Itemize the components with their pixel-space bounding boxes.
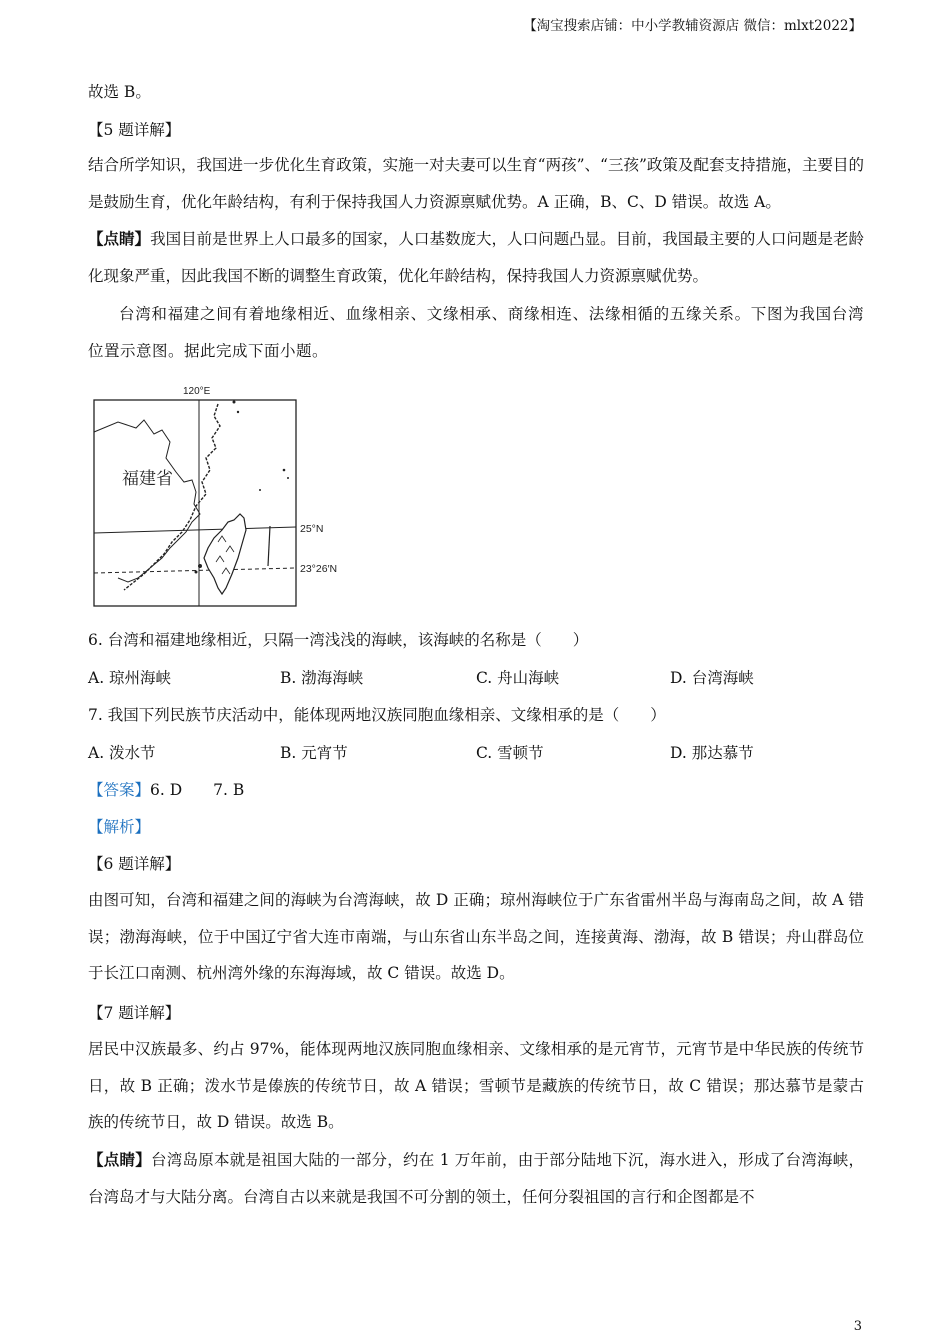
page-header: 【淘宝搜索店铺：中小学教辅资源店 微信：mlxt2022】 — [523, 18, 862, 34]
q7-detail-heading: 【7 题详解】 — [88, 1004, 181, 1022]
q7-option-d: D. 那达慕节 — [670, 744, 754, 762]
page-number: 3 — [853, 1319, 862, 1334]
dianjing-2 — [88, 1142, 864, 1215]
lat-2326-label: 23°26′N — [300, 563, 338, 575]
taiwan-location-map — [88, 382, 388, 614]
east-reference-line — [268, 526, 270, 566]
longitude-label: 120°E — [183, 386, 211, 397]
analysis-label: 【解析】 — [88, 818, 151, 836]
islet — [233, 401, 236, 404]
dianjing-2-body: 台湾岛原本就是祖国大陆的一部分，约在 1 万年前，由于部分陆地下沉，海水进入，形成了台湾海峡，台湾岛才与大陆分离。台湾自古以来就是我国不可分割的领土，任何分裂祖国的言行和企图都是不 — [88, 1151, 864, 1206]
conclusion-line: 故选 B。 — [88, 83, 151, 101]
islet — [237, 411, 239, 413]
islet — [259, 489, 261, 491]
lat-25-label: 25°N — [300, 523, 324, 535]
penghu-island — [198, 564, 202, 568]
q6-option-b: B. 渤海海峡 — [280, 669, 364, 687]
q5-body: 结合所学知识，我国进一步优化生育政策，实施一对夫妻可以生育“两孩”、“三孩”政策及配套支持措施，主要目的是鼓励生育，优化年龄结构，有利于保持我国人力资源禀赋优势。A 正确，B、C、D 错误。故选 A。 — [88, 156, 864, 211]
dianjing-1 — [88, 221, 864, 294]
q7-option-a: A. 泼水节 — [88, 744, 156, 762]
q6-detail-body: 由图可知，台湾和福建之间的海峡为台湾海峡，故 D 正确；琼州海峡位于广东省雷州半岛与海南岛之间，故 A 错误；渤海海峡，位于中国辽宁省大连市南端，与山东省山东半岛之间，连接黄海、渤海，故 B 错误；舟山群岛位于长江口南测、杭州湾外缘的东海海域，故 C 错误。故选 D。 — [88, 891, 864, 982]
q7-detail-body: 居民中汉族最多、约占 97%，能体现两地汉族同胞血缘相亲、文缘相承的是元宵节，元宵节是中华民族的传统节日，故 B 正确；泼水节是傣族的传统节日，故 A 错误；雪顿节是藏族的传统节日，故 C 错误；那达慕节是蒙古族的传统节日，故 D 错误。故选 B。 — [88, 1040, 864, 1131]
answer-text: 6. D 7. B — [150, 781, 245, 799]
q6-option-c: C. 舟山海峡 — [476, 669, 560, 687]
dianjing-2-label: 【点睛】 — [88, 1150, 152, 1169]
map-frame — [94, 400, 296, 606]
q5-heading: 【5 题详解】 — [88, 121, 181, 139]
answer-label: 【答案】 — [88, 781, 151, 799]
islet — [287, 477, 289, 479]
islet — [283, 469, 286, 472]
islet — [195, 571, 198, 574]
q6-stem: 6. 台湾和福建地缘相近，只隔一湾浅浅的海峡，该海峡的名称是（ ） — [88, 631, 589, 649]
fujian-label: 福建省 — [122, 469, 173, 488]
q6-option-a: A. 琼州海峡 — [88, 669, 172, 687]
q6-detail-heading: 【6 题详解】 — [88, 855, 181, 873]
dianjing-1-label: 【点睛】 — [88, 229, 151, 248]
fujian-boundary — [94, 420, 200, 582]
map-figure — [88, 382, 388, 614]
q6-option-d: D. 台湾海峡 — [670, 669, 754, 687]
taiwan-island — [204, 514, 246, 594]
q7-option-c: C. 雪顿节 — [476, 744, 544, 762]
q7-stem: 7. 我国下列民族节庆活动中，能体现两地汉族同胞血缘相亲、文缘相承的是（ ） — [88, 706, 666, 724]
answer-line — [88, 780, 244, 800]
intro-paragraph: 台湾和福建之间有着地缘相近、血缘相亲、文缘相承、商缘相连、法缘相循的五缘关系。下图为我国台湾位置示意图。据此完成下面小题。 — [88, 305, 864, 360]
q7-option-b: B. 元宵节 — [280, 744, 348, 762]
dianjing-1-body: 我国目前是世界上人口最多的国家，人口基数庞大，人口问题凸显。目前，我国最主要的人口问题是老龄化现象严重，因此我国不断的调整生育政策，优化年龄结构，保持我国人力资源禀赋优势。 — [88, 230, 864, 285]
parallel-25 — [94, 527, 296, 533]
